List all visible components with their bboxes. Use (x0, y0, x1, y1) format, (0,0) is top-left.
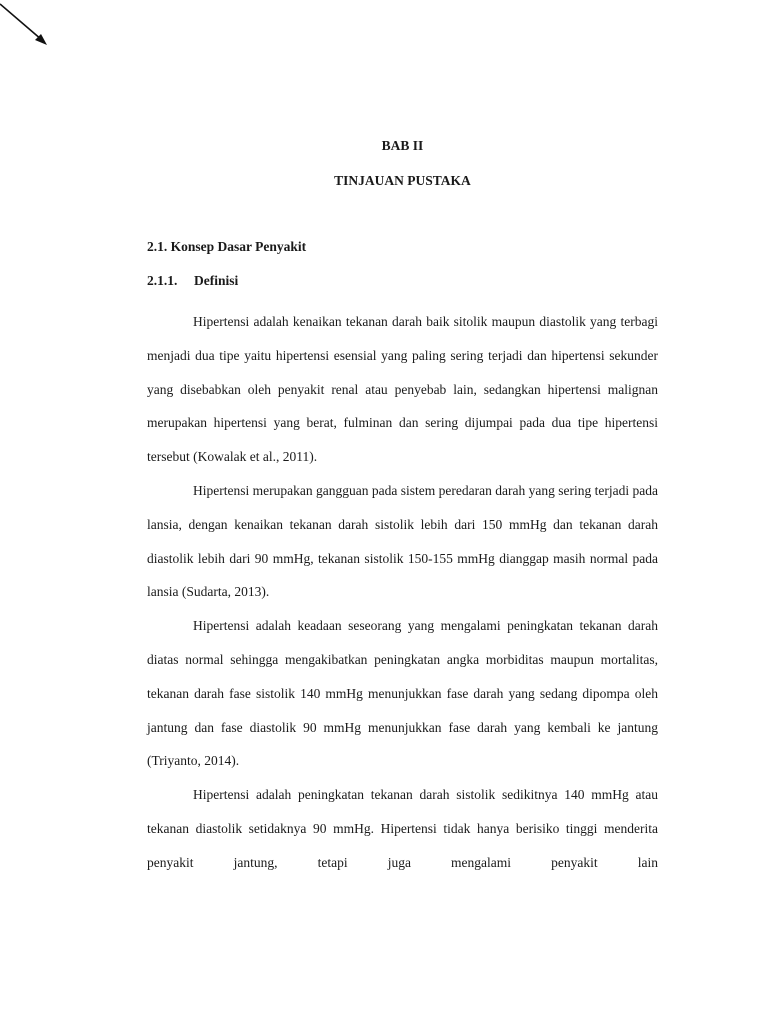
subsection-heading (147, 273, 238, 289)
section-heading: 2.1. Konsep Dasar Penyakit (147, 239, 307, 254)
paragraph: Hipertensi adalah kenaikan tekanan darah baik sitolik maupun diastolik yang terbagi menjadi dua tipe yaitu hipertensi esensial yang paling sering terjadi dan hipertensi sekunder yang disebabkan oleh penyakit renal atau penyebab lain, sedangkan hipertensi malignan merupakan hipertensi yang berat, fulminan dan sering dijumpai pada dua tipe hipertensi tersebut (Kowalak et al., 2011). (147, 314, 658, 465)
chapter-title: TINJAUAN PUSTAKA (334, 173, 471, 188)
subsection-title: Definisi (194, 273, 239, 288)
paragraph: Hipertensi adalah peningkatan tekanan darah sistolik sedikitnya 140 mmHg atau tekanan diastolik setidaknya 90 mmHg. Hipertensi tidak hanya berisiko tinggi menderita penyakit jantung, tetapi juga mengalami penyakit lain (147, 787, 658, 870)
chapter-number: BAB II (381, 138, 424, 153)
corner-arrow-icon (0, 0, 60, 60)
subsection-number: 2.1.1. (147, 273, 178, 288)
body-text (147, 305, 658, 880)
paragraph: Hipertensi adalah keadaan seseorang yang mengalami peningkatan tekanan darah diatas normal sehingga mengakibatkan peningkatan angka morbiditas maupun mortalitas, tekanan darah fase sistolik 140 mmHg menunjukkan fase darah yang sedang dipompa oleh jantung dan fase diastolik 90 mmHg menunjukkan fase darah yang kembali ke jantung (Triyanto, 2014). (147, 618, 658, 769)
paragraph: Hipertensi merupakan gangguan pada sistem peredaran darah yang sering terjadi pada lansia, dengan kenaikan tekanan darah sistolik lebih dari 150 mmHg dan tekanan darah diastolik lebih dari 90 mmHg, tekanan sistolik 150-155 mmHg dianggap masih normal pada lansia (Sudarta, 2013). (147, 482, 658, 600)
